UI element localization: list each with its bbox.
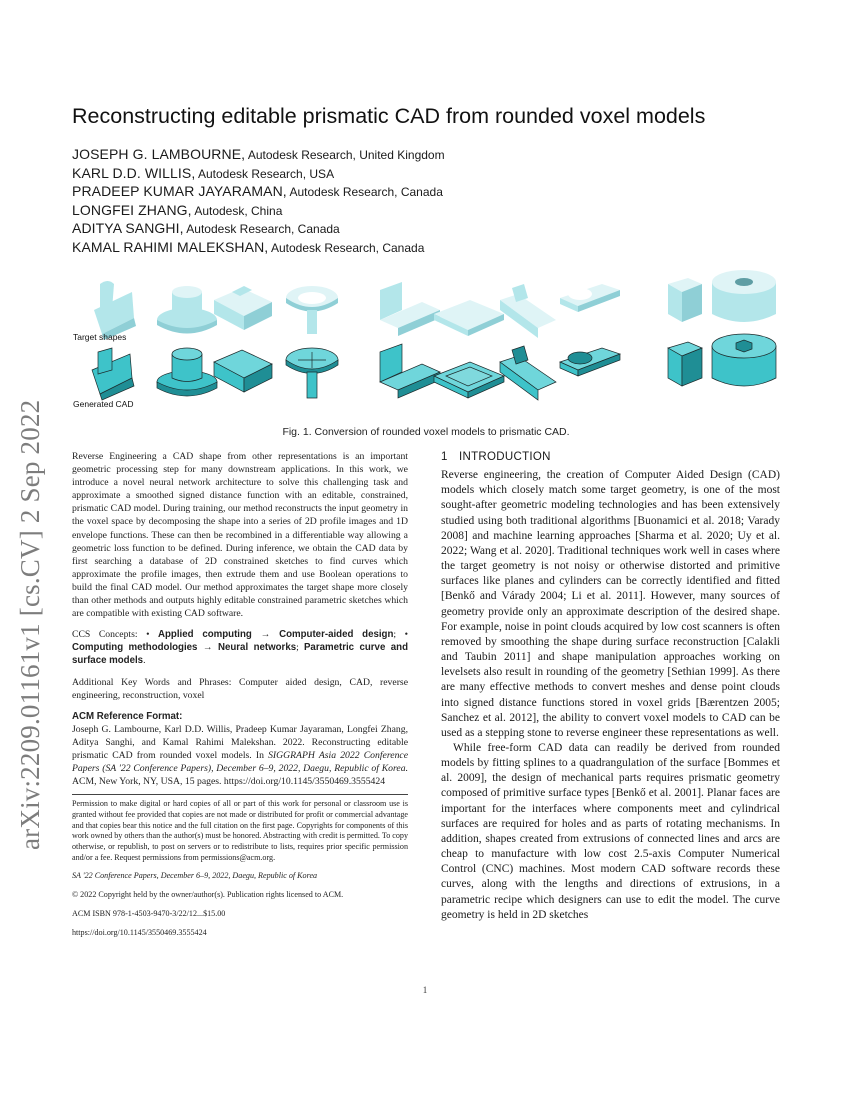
generated-shape-cylinder — [712, 334, 776, 386]
author-entry — [72, 145, 792, 164]
author-affiliation: Autodesk, China — [191, 203, 283, 218]
target-shape-mushroom — [157, 286, 217, 334]
target-shape-l-bracket — [380, 282, 440, 336]
section-number: 1 — [441, 451, 448, 463]
author-affiliation: Autodesk Research, United Kingdom — [245, 148, 445, 162]
author-entry — [72, 219, 792, 238]
paper-title: Reconstructing editable prismatic CAD from rounded voxel models — [72, 104, 706, 128]
author-entry — [72, 182, 792, 201]
ccs-concept: Parametric curve and surface models — [72, 642, 408, 667]
author-affiliation: Autodesk Research, USA — [195, 166, 335, 181]
acm-reference-heading: ACM Reference Format: — [72, 710, 183, 722]
section-title: INTRODUCTION — [459, 451, 551, 463]
target-shape-gear — [286, 286, 338, 334]
author-entry — [72, 238, 792, 257]
doi-line: https://doi.org/10.1145/3550469.3555424 — [72, 927, 207, 937]
acm-reference-venue: SIGGRAPH Asia 2022 Conference Papers (SA '22 Conference Papers), December 6–9, 2022, Daegu, Republic of Korea. — [72, 749, 409, 775]
teaser-illustration — [72, 270, 780, 416]
row-label-target: Target shapes — [73, 332, 127, 342]
keywords: Additional Key Words and Phrases: Computer aided design, CAD, reverse engineering, reconstruction, voxel — [72, 676, 408, 701]
author-name: ADITYA SANGHI, — [72, 220, 184, 237]
ccs-end: . — [143, 655, 146, 667]
arxiv-identifier-stamp: arXiv:2209.01161v1 [cs.CV] 2 Sep 2022 — [15, 399, 45, 850]
target-shape-tray — [434, 300, 504, 336]
ccs-concept: Computing methodologies → Neural networks — [72, 642, 297, 654]
ccs-concept: Applied computing → Computer-aided design — [158, 629, 394, 641]
target-shape-stepped-block — [214, 286, 272, 330]
author-name: LONGFEI ZHANG, — [72, 201, 192, 218]
generated-cad-row — [92, 334, 776, 400]
generated-shape-stepped-block — [214, 350, 272, 392]
author-affiliation: Autodesk Research, Canada — [286, 185, 443, 200]
generated-shape-wedge — [92, 348, 134, 400]
author-entry — [72, 164, 792, 183]
author-list — [72, 145, 792, 257]
target-shape-rail — [500, 284, 556, 338]
generated-shape-tall-block — [668, 342, 702, 386]
author-name: KAMAL RAHIMI MALEKSHAN, — [72, 238, 269, 255]
permission-notice: Permission to make digital or hard copies of all or part of this work for personal or classroom use is granted without fee provided that copies are not made or distributed for profit or commercial advantage and that copies bear this notice and the full citation on the first page. Copyrights for components of this work owned by others than the author(s) must be honored. Abstracting with credit is permitted. To copy otherwise, or republish, to post on servers or to redistribute to lists, requires prior specific permission and/or a fee. Request permissions from permissions@acm.org. — [72, 799, 409, 862]
intro-paragraph-2: While free-form CAD data can readily be derived from rounded models by fitting splines to a quadrangulation of the surface [Bommes et al. 2009], the design of mechanical parts requires prismatic geometry composed of primitive surface types [Benkő et al. 2001]. Planar faces are important for the interfaces where components meet and cylindrical surfaces are required for holes and as parts of rotating mechanisms. In addition, shapes created from extrusions of connected lines and arcs are cheap to manufacture with low cost 2.5-axis Computer Numerical Control (CNC) machines. Most modern CAD software records these curves, along with the lengths and directions of extrusions, in a parametric recipe which designers can use to edit the model. The curve geometry is held in 2D sketches — [441, 741, 780, 921]
figure-caption: Fig. 1. Conversion of rounded voxel models to prismatic CAD. — [282, 426, 570, 438]
author-name: PRADEEP KUMAR JAYARAMAN, — [72, 183, 287, 200]
generated-shape-ring-bracket — [560, 348, 620, 376]
acm-reference-doi: ACM, New York, NY, USA, 15 pages. https://doi.org/10.1145/3550469.3555424 — [72, 776, 386, 788]
target-shapes-row — [94, 270, 776, 340]
generated-shape-tray — [434, 362, 504, 398]
teaser-figure — [72, 270, 780, 416]
abstract: Reverse Engineering a CAD shape from other representations is an important geometric processing step for many downstream applications. In this work, we introduce a novel neural network architecture to solve this challenging task and approximate a smoothed signed distance function with an editable, constrained, prismatic CAD model. During training, our method reconstructs the input geometry in the voxel space by decomposing the shape into a series of 2D profile images and 1D envelope functions. These can then be recombined in a differentiable way allowing a geometric loss function to be defined. During inference, we obtain the CAD data by first searching a database of 2D constrained sketches to find curves which approximate the profile images, then extrude them and use Boolean operations to build the final CAD model. Our method approximates the target shape more closely than other methods and outputs highly editable constrained parametric sketches which are compatible with existing CAD software. — [72, 451, 408, 620]
ccs-separator: ; — [296, 642, 304, 654]
author-name: KARL D.D. WILLIS, — [72, 164, 196, 181]
generated-shape-gear — [286, 348, 338, 398]
target-shape-cylinder — [712, 270, 776, 322]
acm-reference — [72, 723, 408, 788]
footnote-divider — [72, 794, 408, 795]
ccs-concepts — [72, 628, 408, 667]
acm-reference-text: Joseph G. Lambourne, Karl D.D. Willis, Pradeep Kumar Jayaraman, Longfei Zhang, Aditya Sanghi, and Kamal Rahimi Malekshan. 2022. Reconstructing editable prismatic CAD from rounded voxel models. In — [72, 723, 408, 761]
right-column — [441, 450, 780, 923]
page-number: 1 — [422, 985, 428, 995]
target-shape-tall-block — [668, 278, 702, 322]
row-label-generated: Generated CAD — [73, 399, 134, 409]
generated-shape-rail — [500, 346, 556, 400]
isbn-line: ACM ISBN 978-1-4503-9470-3/22/12...$15.00 — [72, 908, 226, 918]
copyright-line: © 2022 Copyright held by the owner/author(s). Publication rights licensed to ACM. — [72, 890, 344, 900]
author-entry — [72, 201, 792, 220]
target-shape-ring-bracket — [560, 284, 620, 312]
author-affiliation: Autodesk Research, Canada — [183, 222, 340, 237]
author-name: JOSEPH G. LAMBOURNE, — [72, 146, 246, 162]
section-heading — [441, 450, 780, 465]
conference-line — [72, 871, 408, 882]
conference-line-text: SA '22 Conference Papers, December 6–9, 2022, Daegu, Republic of Korea — [72, 871, 318, 881]
intro-paragraph-1: Reverse engineering, the creation of Computer Aided Design (CAD) models which closely match some target geometry, is one of the most sought-after geometric modeling technologies and has been extensively studied using both traditional algorithms [Buonamici et al. 2018; Varady 2008] and machine learning approaches [Sharma et al. 2020; Uy et al. 2022; Wang et al. 2020]. Traditional techniques work well in cases where the target geometry is not noisy or otherwise distorted and primitive surfaces like planes and cylinders can be correctly identified and fitted [Benkő and Várady 2004; Li et al. 2011]. However, many sources of geometry provide only an approximate description of the desired shape. For example, noise in point clouds acquired by low cost scanners is often removed by smoothing the shape during surface reconstruction [Calakli and Taubin 2011] and shape manipulation approaches working on levelsets also result in rounding of the geometry [Sethian 1999]. As there are many effective methods to convert meshes and dense point clouds into signed distance functions stored in voxel grids [Bærentzen 2005; Sanchez et al. 2012], the ability to convert voxel models to CAD can be used as a stepping stone to reverse engineer these representations as well. — [441, 469, 780, 739]
generated-shape-l-bracket — [380, 344, 440, 398]
left-column — [72, 450, 408, 946]
ccs-separator: ; • — [393, 629, 408, 641]
generated-shape-mushroom — [157, 348, 217, 396]
ccs-prefix: CCS Concepts: • — [72, 629, 159, 641]
author-affiliation: Autodesk Research, Canada — [268, 240, 425, 255]
